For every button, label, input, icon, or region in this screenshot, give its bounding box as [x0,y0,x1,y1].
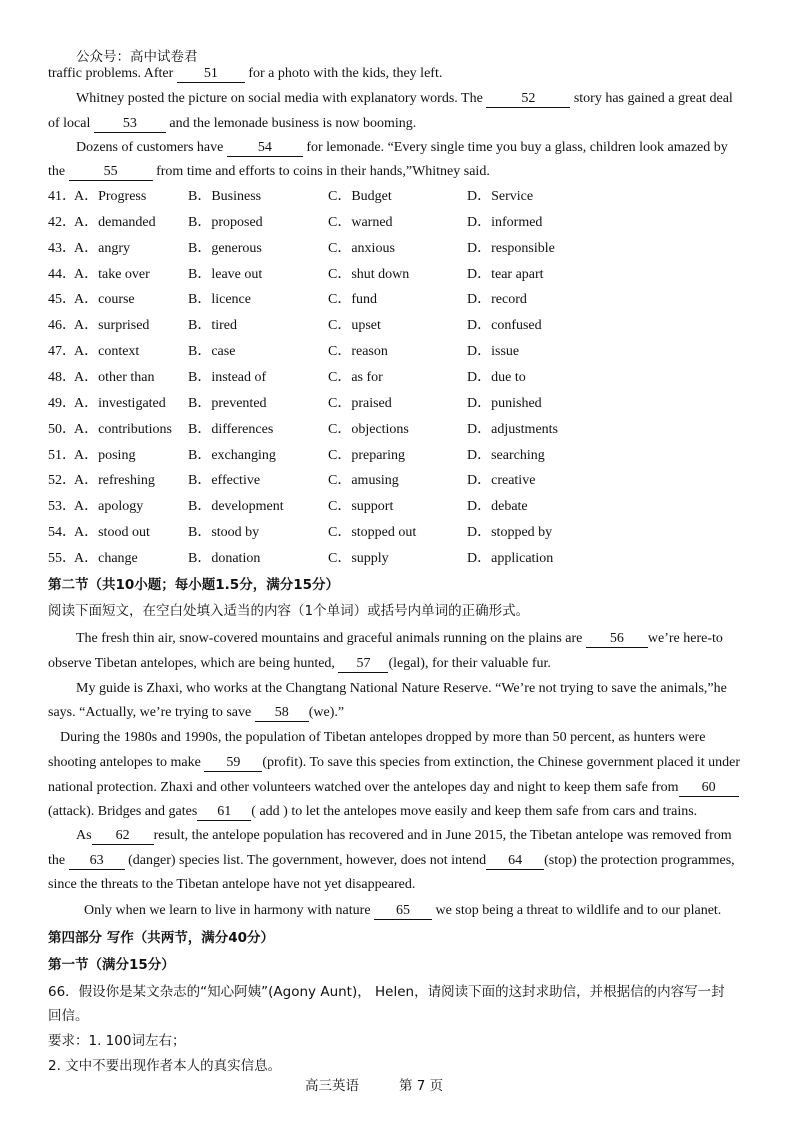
blank-61[interactable]: 61 [197,804,251,821]
passage-line: The fresh thin air, snow-covered mountains and graceful animals running on the plains are 56 we’re here-to [76,631,723,646]
option-row [48,395,768,413]
option-a[interactable]: A．demanded [74,214,156,230]
passage-line: national protection. Zhaxi and other volunteers watched over the antelopes day and night to keep them safe from 60 [48,779,739,797]
option-d[interactable]: D．informed [467,214,543,230]
blank-56[interactable]: 56 [586,631,648,648]
option-a[interactable]: A．contributions [74,421,172,437]
option-b[interactable]: B．effective [188,473,261,489]
option-a[interactable]: A．course [74,292,135,308]
option-b[interactable]: B．stood by [188,525,260,541]
option-row [48,240,768,258]
option-row [48,550,768,568]
option-d[interactable]: D．searching [467,447,545,463]
option-d[interactable]: D．due to [467,369,526,385]
question-number: 43． [48,240,76,256]
option-c[interactable]: C．stopped out [328,525,417,541]
option-c[interactable]: C．amusing [328,473,399,489]
option-c[interactable]: C．praised [328,395,392,411]
option-d[interactable]: D．tear apart [467,266,544,282]
passage-line: During the 1980s and 1990s, the population of Tibetan antelopes dropped by more than 50 percent, as hunters were [60,730,706,745]
passage-line: of local 53 and the lemonade business is now booming. [48,116,417,131]
part-heading: 第四部分 写作（共两节，满分40分） [48,930,274,946]
option-b[interactable]: B．proposed [188,214,263,230]
option-c[interactable]: C．preparing [328,447,405,463]
question-number: 41． [48,189,76,204]
option-row [48,291,768,309]
option-row [48,472,768,490]
option-c[interactable]: C．reason [328,344,388,360]
passage-line: (attack). Bridges and gates 61 ( add ) to let the antelopes move easily and keep them safe from cars and trains. [48,804,698,819]
blank-58[interactable]: 58 [255,705,309,722]
passage-line: Only when we learn to live in harmony with nature 65 we stop being a threat to wildlife and to our planet. [84,903,722,918]
option-b[interactable]: B．generous [188,240,262,256]
blank-51[interactable]: 51 [177,66,245,83]
section-heading: 第二节（共10小题；每小题1.5分，满分15分） [48,577,339,593]
blank-64[interactable]: 64 [486,853,544,870]
passage-line: says. “Actually, we’re trying to save 58 (we).” [48,705,345,720]
question-number: 44． [48,266,76,282]
option-row [48,343,768,361]
option-c[interactable]: C．objections [328,421,409,437]
passage-line: observe Tibetan antelopes, which are being hunted, 57 (legal), for their valuable fur. [48,656,551,671]
option-c[interactable]: C．as for [328,369,383,385]
option-c[interactable]: C．anxious [328,240,395,256]
option-row [48,447,768,465]
requirement-2: 2. 文中不要出现作者本人的真实信息。 [48,1058,282,1074]
option-c[interactable]: C．fund [328,292,377,308]
blank-54[interactable]: 54 [227,140,303,157]
option-d[interactable]: D．debate [467,499,528,515]
header-watermark: 公众号：高中试卷君 [76,49,198,65]
question-number: 54． [48,525,76,541]
option-a[interactable]: A．apology [74,499,144,515]
question-number: 52． [48,473,76,489]
blank-60[interactable]: 60 [679,780,739,797]
blank-57[interactable]: 57 [338,656,388,673]
passage-line: My guide is Zhaxi, who works at the Changtang National Nature Reserve. “We’re not trying to save the animals,”he [76,681,727,696]
option-b[interactable]: B．development [188,499,284,515]
option-a[interactable]: A．investigated [74,395,166,411]
blank-62[interactable]: 62 [92,828,154,845]
option-d[interactable]: D．application [467,550,554,566]
question-number: 50． [48,421,76,437]
option-a[interactable]: A．Progress [74,189,147,204]
option-row [48,214,768,232]
option-b[interactable]: B．donation [188,550,261,566]
option-row [48,188,768,206]
passage-line: Dozens of customers have 54 for lemonade. “Every single time you buy a glass, children look amazed by [76,140,728,155]
passage-line: traffic problems. After 51 for a photo with the kids, they left. [48,66,443,81]
blank-59[interactable]: 59 [204,755,262,772]
option-a[interactable]: A．surprised [74,318,150,334]
question-number: 53． [48,499,76,515]
option-c[interactable]: C．warned [328,214,393,230]
option-row [48,421,768,439]
blank-65[interactable]: 65 [374,903,432,920]
option-d[interactable]: D．confused [467,318,542,334]
option-row [48,266,768,284]
passage-line: the 55 from time and efforts to coins in their hands,”Whitney said. [48,164,490,179]
option-c[interactable]: C．support [328,499,394,515]
option-c[interactable]: C．shut down [328,266,410,282]
option-d[interactable]: D．adjustments [467,421,558,437]
option-b[interactable]: B．leave out [188,266,263,282]
option-row [48,369,768,387]
question-number: 45． [48,292,76,308]
question-number: 51． [48,447,76,463]
option-row [48,317,768,335]
option-a[interactable]: A．stood out [74,525,150,541]
option-a[interactable]: A．take over [74,266,150,282]
section-instruction: 阅读下面短文，在空白处填入适当的内容（1个单词）或括号内单词的正确形式。 [48,603,530,619]
question-number: 46． [48,318,76,334]
question-number: 47． [48,344,76,360]
option-b[interactable]: B．tired [188,318,237,334]
option-d[interactable]: D．Service [467,189,534,204]
passage-line: shooting antelopes to make 59 (profit). To save this species from extinction, the Chinese government placed it under [48,755,741,770]
option-row [48,498,768,516]
option-d[interactable]: D．creative [467,473,536,489]
option-a[interactable]: A．context [74,344,140,360]
option-c[interactable]: C．Budget [328,189,392,204]
section-heading: 第一节（满分15分） [48,957,175,973]
option-b[interactable]: B．case [188,344,236,360]
option-b[interactable]: B．prevented [188,395,267,411]
option-a[interactable]: A．angry [74,240,130,256]
option-a[interactable]: A．other than [74,369,155,385]
option-d[interactable]: D．punished [467,395,542,411]
question-66-cont: 回信。 [48,1008,89,1024]
question-number: 55． [48,550,76,566]
passage-line: Whitney posted the picture on social media with explanatory words. The 52 story has gained a great deal [76,91,733,106]
option-c[interactable]: C．supply [328,550,389,566]
option-b[interactable]: B．exchanging [188,447,276,463]
option-c[interactable]: C．upset [328,318,381,334]
option-d[interactable]: D．issue [467,344,520,360]
question-number: 42． [48,214,76,230]
option-b[interactable]: B．licence [188,292,251,308]
option-b[interactable]: B．Business [188,189,262,204]
option-d[interactable]: D．responsible [467,240,555,256]
option-row [48,524,768,542]
question-66: 66．假设你是某文杂志的“知心阿姨”(Agony Aunt)， Helen，请阅读下面的这封求助信，并根据信的内容写一封 [48,984,725,1000]
option-d[interactable]: D．stopped by [467,525,553,541]
option-a[interactable]: A．posing [74,447,136,463]
requirement-1: 要求：1. 100词左右； [48,1033,186,1049]
blank-63[interactable]: 63 [69,853,125,870]
option-d[interactable]: D．record [467,292,527,308]
option-a[interactable]: A．change [74,550,138,566]
question-number: 48． [48,369,76,385]
option-b[interactable]: B．instead of [188,369,267,385]
question-number: 49． [48,395,76,411]
option-b[interactable]: B．differences [188,421,274,437]
blank-52[interactable]: 52 [486,91,570,108]
passage-line: As 62 result, the antelope population has recovered and in June 2015, the Tibetan antelope was removed from [76,828,732,843]
blank-53[interactable]: 53 [94,116,166,133]
passage-line: since the threats to the Tibetan antelope have not yet disappeared. [48,877,416,892]
blank-55[interactable]: 55 [69,164,153,181]
passage-line: the 63 (danger) species list. The government, however, does not intend 64 (stop) the protection programmes, [48,853,735,868]
page-footer: 高三英语 第 7 页 [305,1078,444,1094]
option-a[interactable]: A．refreshing [74,473,155,489]
